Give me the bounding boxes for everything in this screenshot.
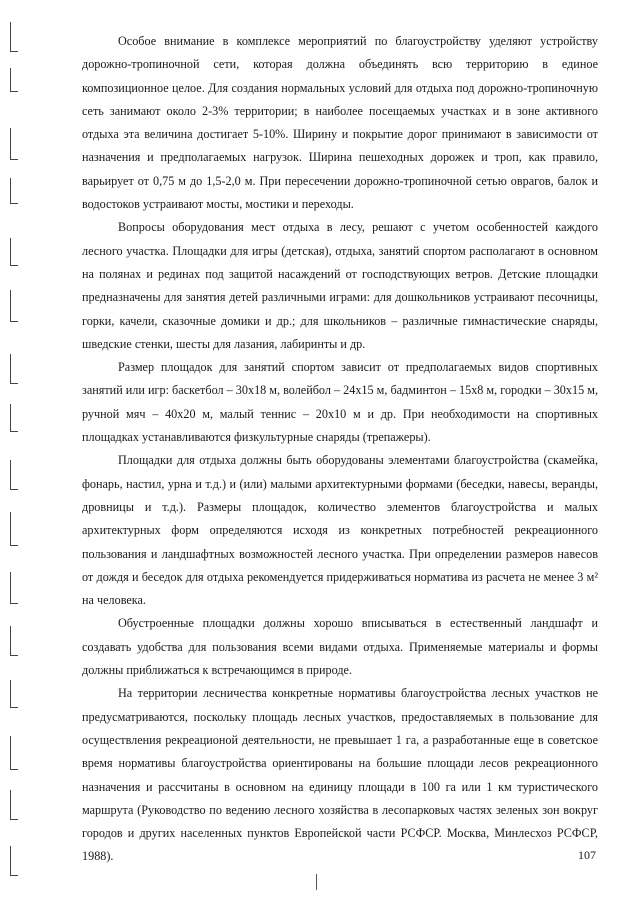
binding-mark xyxy=(10,68,20,92)
binding-mark xyxy=(10,290,20,322)
document-page xyxy=(82,30,598,869)
paragraph: Площадки для отдыха должны быть оборудованы элементами благоустройства (скамейка, фонарь, настил, урна и т.д.) и (или) малыми архитектурными формами (беседки, навесы, веранды, дровницы и т.д.). Размеры площадок, количество элементов благоустройства и малых архитектурных форм определяются исходя из конкретных потребностей рекреационного пользования и ландшафтных возможностей лесного участка. При определении размеров навесов от дождя и беседок для отдыха рекомендуется придерживаться норматива из расчета не менее 3 м² на человека. xyxy=(82,453,598,608)
paragraph: Обустроенные площадки должны хорошо вписываться в естественный ландшафт и создавать удобства для пользования всеми видами отдыха. Применяемые материалы и формы должны приближаться к встречающимся в природе. xyxy=(82,616,598,678)
binding-mark xyxy=(10,460,20,490)
binding-mark xyxy=(10,238,20,266)
paragraph: Особое внимание в комплексе мероприятий по благоустройству уделяют устройству дорожно-тропиночной сети, которая должна объединять всю территорию в единое композиционное целое. Для создания нормальных условий для отдыха под дорожно-тропиночную сеть занимают около 2-3% территории; в наиболее посещаемых участках и в зоне активного отдыха эта величина достигает 5-10%. Ширину и покрытие дорог принимают в зависимости от назначения и предполагаемых нагрузок. Ширина пешеходных дорожек и троп, как правило, варьирует от 0,75 м до 1,5-2,0 м. При пересечении дорожно-тропиночной сетью оврагов, балок и водостоков устраивают мосты, мостики и переходы. xyxy=(82,34,598,212)
binding-mark xyxy=(10,404,20,432)
paragraph: Размер площадок для занятий спортом зависит от предполагаемых видов спортивных занятий или игр: баскетбол – 30x18 м, волейбол – 24x15 м, бадминтон – 15x8 м, городки – 30x15 м, ручной мяч – 40x20 м, малый теннис – 20x10 м и др. При необходимости на спортивных площадках устанавливаются физкультурные снаряды (трепажеры). xyxy=(82,360,598,445)
page-number: 107 xyxy=(578,848,596,862)
paragraph: Вопросы оборудования мест отдыха в лесу, решают с учетом особенностей каждого лесного участка. Площадки для игры (детская), отдыха, занятий спортом располагают в основном на полянах и рединах под защитой насаждений от господствующих ветров. Детские площадки предназначены для занятия детей различными играми: для дошкольников устраивают песочницы, горки, качели, сказочные домики и др.; для школьников – различные гимнастические снаряды, шведские стенки, шесты для лазания, лабиринты и др. xyxy=(82,220,598,351)
binding-mark xyxy=(10,512,20,546)
binding-mark xyxy=(10,790,20,820)
binding-mark xyxy=(10,128,20,160)
binding-mark xyxy=(10,178,20,204)
binding-mark xyxy=(10,354,20,384)
binding-mark xyxy=(10,572,20,604)
binding-mark xyxy=(10,846,20,876)
paragraph: На территории лесничества конкретные нормативы благоустройства лесных участков не предусматриваются, поскольку площадь лесных участков, предоставляемых в пользование для осуществления рекреационой деятельности, не превышает 1 га, а разработанные еще в советское время нормативы благоустройства ориентированы на большие площади лесов рекреационного назначения и рассчитаны в основном на единицу площади в 100 га или 1 км туристического маршрута (Руководство по ведению лесного хозяйства в лесопарковых частях зеленых зон вокруг городов и других населенных пунктов Европейской части РСФСР. Москва, Минлесхоз РСФСР, 1988). xyxy=(82,686,598,864)
binding-mark xyxy=(10,626,20,656)
binding-margin-marks xyxy=(0,0,30,905)
binding-mark xyxy=(10,736,20,770)
scan-mark xyxy=(316,874,317,890)
binding-mark xyxy=(10,680,20,708)
binding-mark xyxy=(10,22,20,52)
